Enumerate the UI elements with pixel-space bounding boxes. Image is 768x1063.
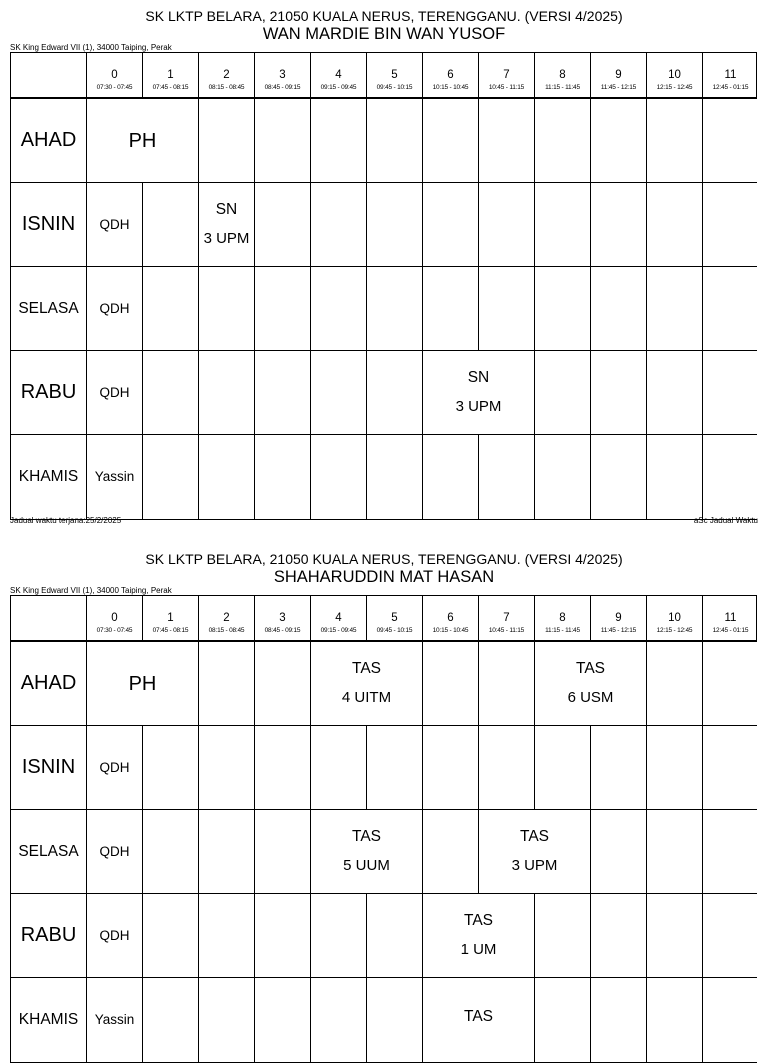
software-credit: aSc Jadual Waktu xyxy=(693,516,758,525)
empty-cell xyxy=(311,726,367,809)
lesson-cell xyxy=(87,183,143,266)
empty-cell xyxy=(255,810,311,893)
empty-cell xyxy=(479,183,535,266)
period-header xyxy=(591,53,647,97)
period-number: 5 xyxy=(391,69,398,81)
empty-cell xyxy=(535,183,591,266)
header-corner xyxy=(11,596,87,640)
period-time: 07:30 - 07:45 xyxy=(96,627,133,634)
empty-cell xyxy=(311,99,367,182)
empty-cell xyxy=(647,435,703,519)
lesson-cell xyxy=(423,894,535,977)
period-header xyxy=(311,53,367,97)
period-header xyxy=(199,596,255,640)
day-row xyxy=(11,978,756,1062)
empty-cell xyxy=(647,978,703,1062)
empty-cell xyxy=(255,183,311,266)
lesson-cell xyxy=(311,810,423,893)
empty-cell xyxy=(143,810,199,893)
day-label: KHAMIS xyxy=(11,978,87,1062)
period-time: 11:15 - 11:45 xyxy=(545,627,580,634)
empty-cell xyxy=(703,726,758,809)
lesson-cell xyxy=(87,435,143,519)
period-time: 12:45 - 01:15 xyxy=(712,84,749,91)
lesson-cell xyxy=(87,894,143,977)
day-label: ISNIN xyxy=(11,183,87,266)
empty-cell xyxy=(311,978,367,1062)
period-header xyxy=(255,53,311,97)
lesson-cell xyxy=(87,351,143,434)
teacher-name: WAN MARDIE BIN WAN YUSOF xyxy=(262,25,506,43)
empty-cell xyxy=(255,726,311,809)
period-time: 09:45 - 10:15 xyxy=(376,627,413,634)
period-number: 8 xyxy=(559,69,566,81)
generated-date: Jadual waktu terjana:25/2/2025 xyxy=(10,516,122,525)
day-row xyxy=(11,351,756,435)
empty-cell xyxy=(143,978,199,1062)
lesson-subject: PH xyxy=(128,129,157,152)
period-number: 0 xyxy=(111,69,118,81)
day-label: SELASA xyxy=(11,267,87,350)
period-time: 11:15 - 11:45 xyxy=(545,84,580,91)
lesson-subject: Yassin xyxy=(94,1012,135,1027)
empty-cell xyxy=(423,642,479,725)
empty-cell xyxy=(703,810,758,893)
period-number: 1 xyxy=(167,612,174,624)
period-header xyxy=(255,596,311,640)
period-time: 11:45 - 12:15 xyxy=(600,627,637,634)
empty-cell xyxy=(647,726,703,809)
lesson-cell xyxy=(87,642,199,725)
empty-cell xyxy=(591,894,647,977)
empty-cell xyxy=(367,183,423,266)
empty-cell xyxy=(367,99,423,182)
lesson-cell xyxy=(87,267,143,350)
period-number: 9 xyxy=(615,69,622,81)
empty-cell xyxy=(647,351,703,434)
empty-cell xyxy=(255,99,311,182)
empty-cell xyxy=(479,726,535,809)
empty-cell xyxy=(199,267,255,350)
period-number: 4 xyxy=(335,612,342,624)
day-label: ISNIN xyxy=(11,726,87,809)
empty-cell xyxy=(199,99,255,182)
day-label: RABU xyxy=(11,351,87,434)
empty-cell xyxy=(703,435,758,519)
empty-cell xyxy=(535,894,591,977)
lesson-subject: TAS xyxy=(520,828,549,845)
period-number: 3 xyxy=(279,612,286,624)
empty-cell xyxy=(255,435,311,519)
period-header xyxy=(143,596,199,640)
empty-cell xyxy=(367,267,423,350)
day-row xyxy=(11,642,756,726)
empty-cell xyxy=(311,435,367,519)
period-header xyxy=(647,596,703,640)
lesson-subject: QDH xyxy=(99,216,130,232)
lesson-cell xyxy=(535,642,647,725)
period-number: 4 xyxy=(335,69,342,81)
empty-cell xyxy=(535,267,591,350)
empty-cell xyxy=(255,894,311,977)
period-number: 10 xyxy=(668,612,681,624)
school-address: SK King Edward VII (1), 34000 Taiping, Perak xyxy=(10,43,172,52)
period-header xyxy=(87,596,143,640)
day-row xyxy=(11,267,756,351)
period-number: 7 xyxy=(503,69,510,81)
empty-cell xyxy=(311,183,367,266)
empty-cell xyxy=(367,978,423,1062)
day-row xyxy=(11,183,756,267)
lesson-cell xyxy=(479,810,591,893)
empty-cell xyxy=(199,894,255,977)
period-number: 8 xyxy=(559,612,566,624)
empty-cell xyxy=(367,435,423,519)
empty-cell xyxy=(311,267,367,350)
period-header xyxy=(703,596,758,640)
lesson-room: 3 UPM xyxy=(455,398,502,415)
period-time: 07:45 - 08:15 xyxy=(152,84,189,91)
period-number: 9 xyxy=(615,612,622,624)
lesson-subject: SN xyxy=(467,369,490,386)
period-header xyxy=(199,53,255,97)
empty-cell xyxy=(199,726,255,809)
empty-cell xyxy=(143,435,199,519)
empty-cell xyxy=(423,99,479,182)
day-label: SELASA xyxy=(11,810,87,893)
period-header xyxy=(311,596,367,640)
empty-cell xyxy=(535,99,591,182)
day-row xyxy=(11,435,756,519)
empty-cell xyxy=(479,435,535,519)
period-time: 08:15 - 08:45 xyxy=(208,627,245,634)
empty-cell xyxy=(703,894,758,977)
empty-cell xyxy=(423,726,479,809)
period-header-row xyxy=(11,596,756,642)
empty-cell xyxy=(199,978,255,1062)
period-number: 3 xyxy=(279,69,286,81)
lesson-subject: Yassin xyxy=(94,469,135,484)
period-header xyxy=(703,53,758,97)
period-header xyxy=(535,53,591,97)
lesson-subject: TAS xyxy=(464,912,493,929)
lesson-subject: QDH xyxy=(99,843,130,859)
lesson-subject: TAS xyxy=(464,1008,493,1025)
empty-cell xyxy=(143,894,199,977)
empty-cell xyxy=(591,351,647,434)
empty-cell xyxy=(479,642,535,725)
day-row xyxy=(11,99,756,183)
lesson-subject: SN xyxy=(215,201,238,218)
empty-cell xyxy=(535,435,591,519)
period-number: 0 xyxy=(111,612,118,624)
period-number: 5 xyxy=(391,612,398,624)
period-time: 12:15 - 12:45 xyxy=(656,627,693,634)
lesson-subject: TAS xyxy=(352,828,381,845)
empty-cell xyxy=(255,642,311,725)
empty-cell xyxy=(479,99,535,182)
period-time: 11:45 - 12:15 xyxy=(600,84,637,91)
empty-cell xyxy=(591,810,647,893)
period-time: 08:15 - 08:45 xyxy=(208,84,245,91)
period-header xyxy=(479,596,535,640)
school-address: SK King Edward VII (1), 34000 Taiping, Perak xyxy=(10,586,172,595)
day-label: RABU xyxy=(11,894,87,977)
day-label: AHAD xyxy=(11,642,87,725)
lesson-room: 3 UPM xyxy=(511,857,558,874)
empty-cell xyxy=(255,351,311,434)
empty-cell xyxy=(199,435,255,519)
day-row xyxy=(11,726,756,810)
lesson-subject: QDH xyxy=(99,927,130,943)
period-time: 10:45 - 11:15 xyxy=(488,84,525,91)
period-time: 09:15 - 09:45 xyxy=(320,84,357,91)
day-row xyxy=(11,810,756,894)
empty-cell xyxy=(199,642,255,725)
empty-cell xyxy=(255,267,311,350)
period-header xyxy=(647,53,703,97)
empty-cell xyxy=(591,978,647,1062)
empty-cell xyxy=(535,726,591,809)
lesson-cell xyxy=(199,183,255,266)
empty-cell xyxy=(311,894,367,977)
day-row xyxy=(11,894,756,978)
empty-cell xyxy=(703,351,758,434)
empty-cell xyxy=(143,351,199,434)
period-number: 11 xyxy=(724,69,737,81)
empty-cell xyxy=(647,642,703,725)
empty-cell xyxy=(647,810,703,893)
empty-cell xyxy=(591,435,647,519)
lesson-subject: PH xyxy=(128,672,157,695)
lesson-cell xyxy=(87,810,143,893)
day-label: KHAMIS xyxy=(11,435,87,519)
lesson-subject: TAS xyxy=(352,660,381,677)
period-header xyxy=(423,596,479,640)
empty-cell xyxy=(255,978,311,1062)
teacher-name: SHAHARUDDIN MAT HASAN xyxy=(273,568,495,586)
empty-cell xyxy=(591,267,647,350)
period-time: 10:15 - 10:45 xyxy=(432,84,469,91)
period-number: 11 xyxy=(724,612,737,624)
period-header xyxy=(367,53,423,97)
period-time: 10:15 - 10:45 xyxy=(432,627,469,634)
period-header xyxy=(423,53,479,97)
period-header xyxy=(535,596,591,640)
period-header xyxy=(591,596,647,640)
lesson-cell xyxy=(423,351,535,434)
period-time: 12:15 - 12:45 xyxy=(656,84,693,91)
lesson-room: 3 UPM xyxy=(203,230,250,247)
lesson-room: 5 UUM xyxy=(343,857,390,874)
lesson-room: 1 UM xyxy=(460,941,497,958)
empty-cell xyxy=(647,894,703,977)
period-time: 09:45 - 10:15 xyxy=(376,84,413,91)
empty-cell xyxy=(535,978,591,1062)
timetable-grid xyxy=(10,595,757,1063)
period-header xyxy=(479,53,535,97)
empty-cell xyxy=(423,435,479,519)
lesson-cell xyxy=(87,99,199,182)
empty-cell xyxy=(647,99,703,182)
period-header xyxy=(87,53,143,97)
period-number: 2 xyxy=(223,69,230,81)
period-time: 10:45 - 11:15 xyxy=(488,627,525,634)
empty-cell xyxy=(591,99,647,182)
lesson-cell xyxy=(423,978,535,1062)
lesson-subject: TAS xyxy=(576,660,605,677)
period-time: 07:30 - 07:45 xyxy=(96,84,133,91)
empty-cell xyxy=(423,810,479,893)
empty-cell xyxy=(591,726,647,809)
lesson-cell xyxy=(87,726,143,809)
empty-cell xyxy=(199,810,255,893)
period-number: 1 xyxy=(167,69,174,81)
period-header xyxy=(143,53,199,97)
period-time: 08:45 - 09:15 xyxy=(264,627,301,634)
lesson-subject: QDH xyxy=(99,759,130,775)
period-number: 2 xyxy=(223,612,230,624)
period-time: 09:15 - 09:45 xyxy=(320,627,357,634)
lesson-subject: QDH xyxy=(99,300,130,316)
empty-cell xyxy=(479,267,535,350)
empty-cell xyxy=(367,351,423,434)
period-header xyxy=(367,596,423,640)
timetable-grid xyxy=(10,52,757,520)
empty-cell xyxy=(647,183,703,266)
empty-cell xyxy=(143,726,199,809)
empty-cell xyxy=(703,978,758,1062)
empty-cell xyxy=(703,267,758,350)
school-title: SK LKTP BELARA, 21050 KUALA NERUS, TERENGGANU. (VERSI 4/2025) xyxy=(145,551,623,567)
empty-cell xyxy=(311,351,367,434)
lesson-room: 4 UITM xyxy=(341,689,392,706)
period-number: 10 xyxy=(668,69,681,81)
lesson-room: 6 USM xyxy=(567,689,614,706)
empty-cell xyxy=(647,267,703,350)
period-number: 7 xyxy=(503,612,510,624)
lesson-subject: QDH xyxy=(99,384,130,400)
empty-cell xyxy=(367,894,423,977)
empty-cell xyxy=(423,183,479,266)
empty-cell xyxy=(591,183,647,266)
empty-cell xyxy=(143,267,199,350)
empty-cell xyxy=(143,183,199,266)
header-corner xyxy=(11,53,87,97)
empty-cell xyxy=(199,351,255,434)
empty-cell xyxy=(703,99,758,182)
empty-cell xyxy=(703,642,758,725)
period-number: 6 xyxy=(447,69,454,81)
empty-cell xyxy=(535,351,591,434)
lesson-cell xyxy=(87,978,143,1062)
empty-cell xyxy=(423,267,479,350)
empty-cell xyxy=(367,726,423,809)
school-title: SK LKTP BELARA, 21050 KUALA NERUS, TERENGGANU. (VERSI 4/2025) xyxy=(145,8,623,24)
period-header-row xyxy=(11,53,756,99)
lesson-cell xyxy=(311,642,423,725)
period-time: 07:45 - 08:15 xyxy=(152,627,189,634)
empty-cell xyxy=(703,183,758,266)
day-label: AHAD xyxy=(11,99,87,182)
period-time: 08:45 - 09:15 xyxy=(264,84,301,91)
period-number: 6 xyxy=(447,612,454,624)
period-time: 12:45 - 01:15 xyxy=(712,627,749,634)
